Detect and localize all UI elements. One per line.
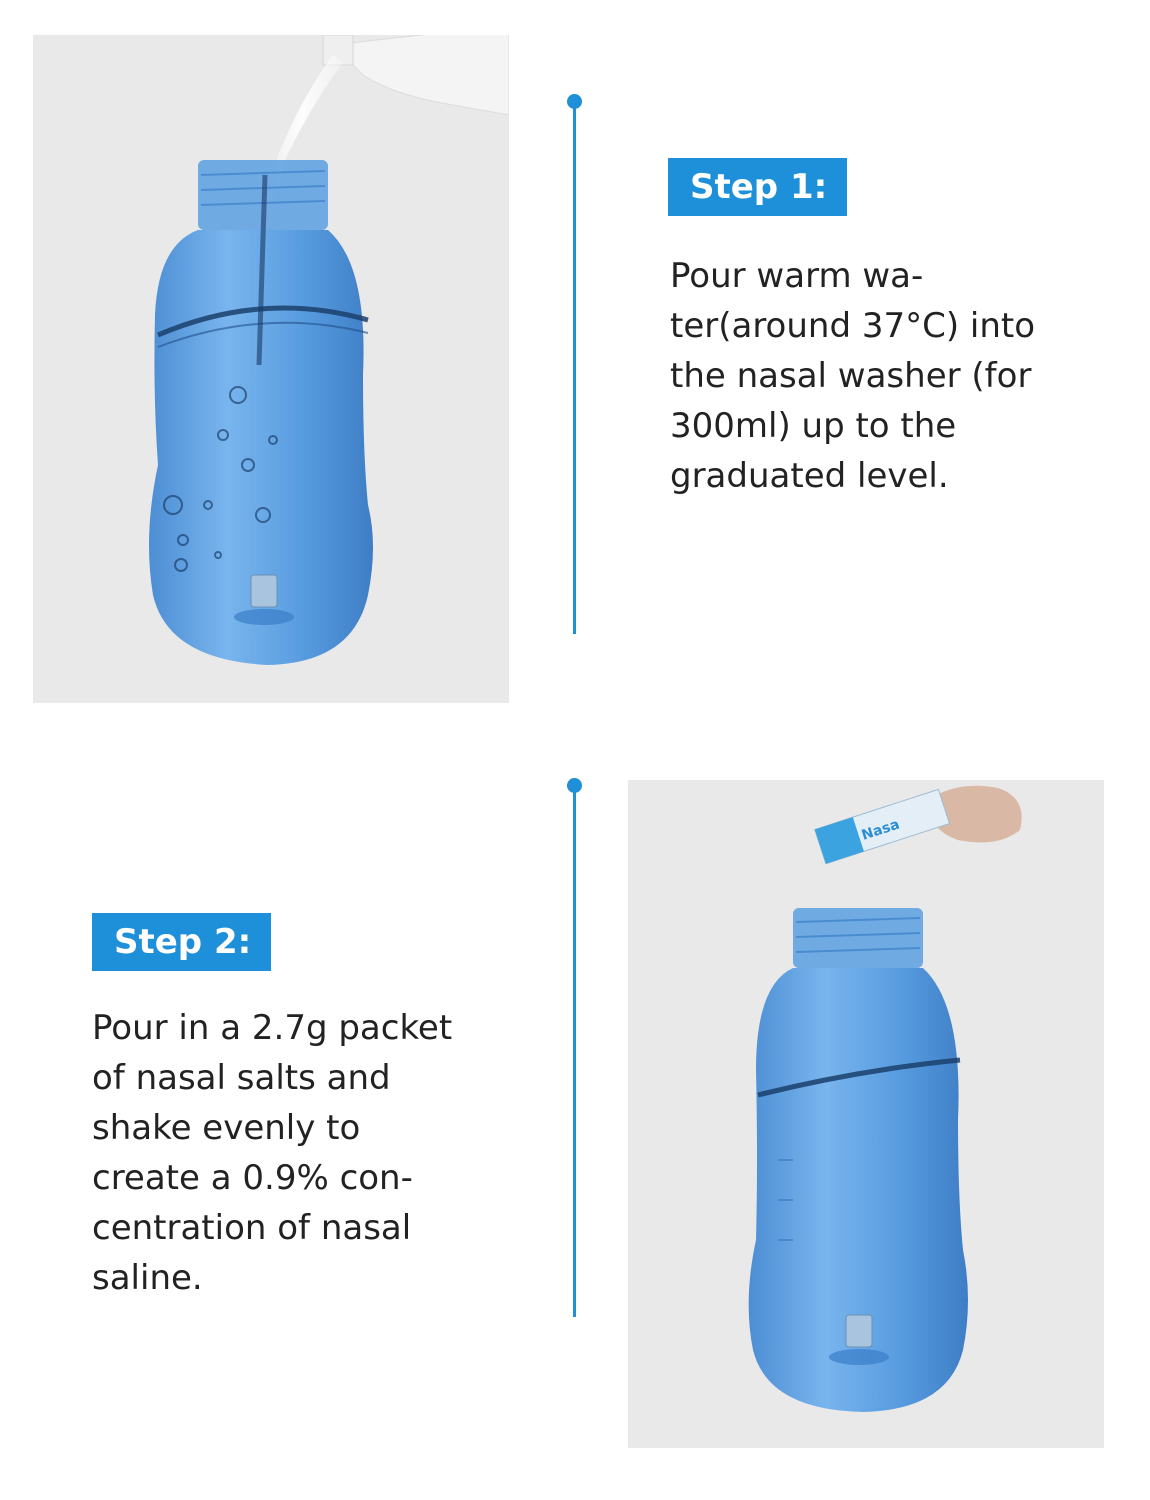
step2-line: centration of nasal xyxy=(92,1208,412,1248)
step2-badge: Step 2: xyxy=(92,913,271,971)
step2-line: create a 0.9% con- xyxy=(92,1158,413,1198)
step2-line: of nasal salts and xyxy=(92,1058,391,1098)
step1-description xyxy=(670,251,1035,501)
step2-line: shake evenly to xyxy=(92,1108,361,1148)
step1-line: 300ml) up to the xyxy=(670,406,957,446)
step1-line: graduated level. xyxy=(670,456,949,496)
step1-line: Pour warm wa- xyxy=(670,256,924,296)
step2-description xyxy=(92,1003,452,1303)
timeline-dot xyxy=(567,94,582,109)
step1-line: ter(around 37°C) into xyxy=(670,306,1036,346)
bottle-salt-packet-image xyxy=(628,780,1104,1448)
step2-photo xyxy=(628,780,1104,1448)
salt-packet xyxy=(815,789,950,863)
step1-line: the nasal washer (for xyxy=(670,356,1032,396)
step2-line: saline. xyxy=(92,1258,203,1298)
packet-label: Nasa xyxy=(859,816,902,844)
step1-badge: Step 1: xyxy=(668,158,847,216)
bottle-pouring-image xyxy=(33,35,509,703)
step1-timeline xyxy=(573,101,576,634)
step2-line: Pour in a 2.7g packet xyxy=(92,1008,453,1048)
step2-timeline xyxy=(573,785,576,1317)
step1-photo xyxy=(33,35,509,703)
timeline-dot xyxy=(567,778,582,793)
